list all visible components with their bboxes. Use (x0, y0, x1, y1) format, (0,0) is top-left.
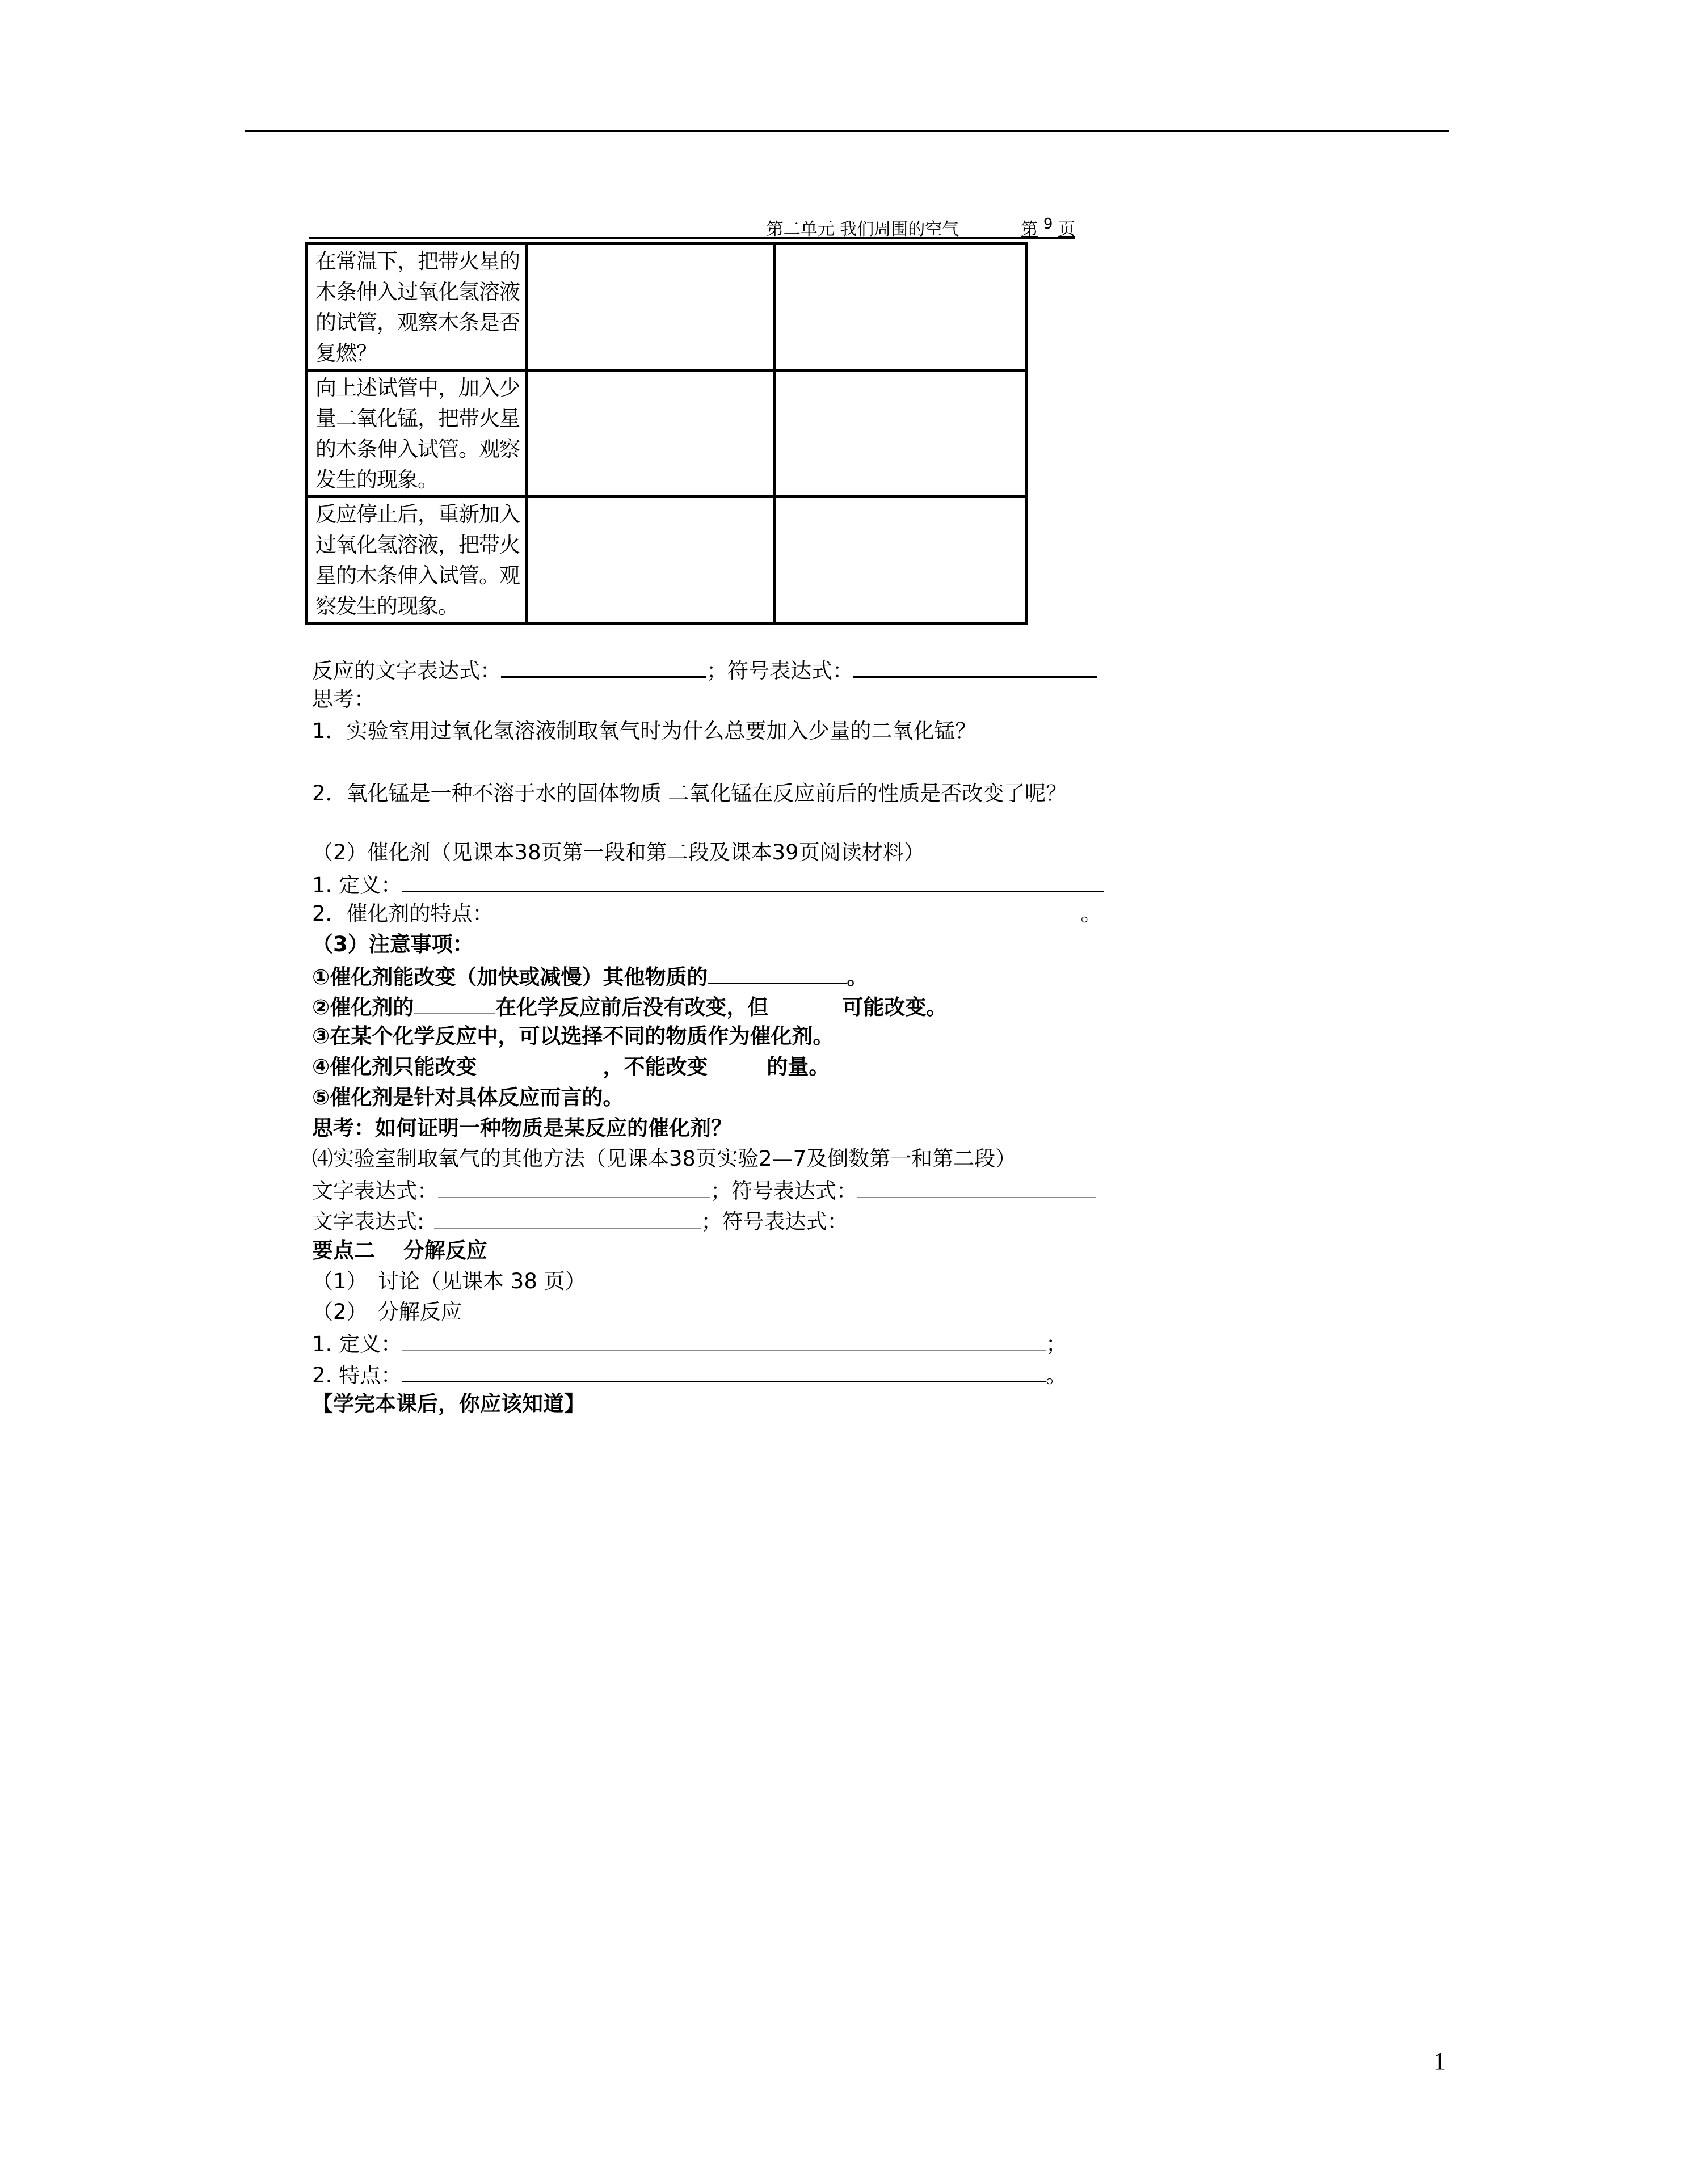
word-expression-1-blank[interactable] (438, 1174, 710, 1198)
think-question-2: 2．氧化锰是一种不溶于水的固体物质 二氧化锰在反应前后的性质是否改变了呢？ (312, 781, 1067, 806)
note-2 (312, 990, 947, 1023)
page-suffix: 页 (1058, 220, 1075, 239)
symbol-expression-1-blank[interactable] (857, 1174, 1096, 1198)
think-label: 思考： (312, 687, 375, 711)
step-cell: 向上述试管中，加入少量二氧化锰，把带火星的木条伸入试管。观察发生的现象。 (306, 370, 527, 497)
word-expression-2-blank[interactable] (434, 1205, 701, 1229)
decomposition-definition-line (312, 1327, 1067, 1360)
phenomenon-cell (527, 244, 774, 370)
decomposition-feature-label: 2. 特点： (312, 1363, 402, 1388)
note-5: ⑤催化剂是针对具体反应而言的。 (312, 1085, 624, 1110)
symbol-expression-2-label: ；符号表达式： (701, 1209, 848, 1234)
after-class-heading: 【学完本课后，你应该知道】 (312, 1392, 585, 1416)
word-expression-blank[interactable] (501, 653, 706, 678)
catalyst-feature-line (312, 899, 1102, 929)
phenomenon-cell (527, 497, 774, 623)
word-expression-1-label: 文字表达式： (312, 1179, 438, 1203)
note-4-text-b: ，不能改变 (603, 1055, 708, 1079)
word-expression-label: 反应的文字表达式： (312, 659, 501, 683)
catalyst-heading: （2）催化剂（见课本38页第一段和第二段及课本39页阅读材料） (312, 840, 925, 865)
phenomenon-cell (527, 370, 774, 497)
note-2-text-a: ②催化剂的 (312, 995, 414, 1019)
catalyst-feature-label: 2．催化剂的特点： (312, 901, 494, 926)
note-1-end: 。 (847, 965, 868, 989)
catalyst-feature-end: 。 (1080, 901, 1102, 926)
note-4-text-c: 的量。 (767, 1055, 830, 1079)
step-cell: 反应停止后，重新加入过氧化氢溶液，把带火星的木条伸入试管。观察发生的现象。 (306, 497, 527, 623)
page-prefix: 第 (1021, 220, 1038, 239)
explanation-cell (774, 244, 1027, 370)
note-2-text-b: 在化学反应前后没有改变，但 (495, 995, 769, 1019)
table-row (306, 497, 1027, 623)
note-2-text-c: 可能改变。 (842, 995, 948, 1019)
think-question-1: 1．实验室用过氧化氢溶液制取氧气时为什么总要加入少量的二氧化锰？ (312, 719, 976, 743)
catalyst-definition-blank[interactable] (402, 868, 1104, 892)
catalyst-definition-label: 1. 定义： (312, 873, 402, 897)
note-4 (312, 1052, 830, 1082)
point-2-item-2: （2） 分解反应 (312, 1300, 462, 1324)
catalyst-definition-line (312, 868, 1104, 901)
page-label-number: 9 (1043, 216, 1053, 233)
experiment-table (305, 242, 1028, 625)
point-2-item-1: （1） 讨论（见课本 38 页） (312, 1269, 586, 1293)
decomposition-definition-label: 1. 定义： (312, 1332, 402, 1356)
top-rule (245, 130, 1449, 132)
expression-line-1 (312, 1174, 1096, 1207)
page-number: 1 (1433, 2047, 1446, 2075)
header-text (767, 211, 1075, 243)
note-1-text: ①催化剂能改变（加快或减慢）其他物质的 (312, 965, 708, 989)
table-row (306, 370, 1027, 497)
page-header (309, 211, 1075, 239)
expression-line (312, 653, 1097, 686)
explanation-cell (774, 497, 1027, 623)
step-cell: 在常温下，把带火星的木条伸入过氧化氢溶液的试管，观察木条是否复燃？ (306, 244, 527, 370)
note-4-text-a: ④催化剂只能改变 (312, 1055, 477, 1079)
expression-line-2 (312, 1205, 848, 1237)
other-methods-heading: ⑷实验室制取氧气的其他方法（见课本38页实验2—7及倒数第一和第二段） (312, 1146, 1017, 1171)
point-2-title: 要点二 分解反应 (312, 1238, 487, 1263)
decomposition-feature-end: 。 (1046, 1363, 1067, 1388)
notes-heading: （3）注意事项： (312, 932, 474, 956)
symbol-expression-blank[interactable] (853, 653, 1097, 678)
word-expression-2-label: 文字表达式: (312, 1209, 424, 1234)
explanation-cell (774, 370, 1027, 497)
decomposition-definition-end: ； (1046, 1332, 1067, 1356)
decomposition-feature-blank[interactable] (402, 1358, 1046, 1382)
note-1-blank[interactable] (708, 960, 847, 984)
table-row (306, 244, 1027, 370)
note-3: ③在某个化学反应中，可以选择不同的物质作为催化剂。 (312, 1024, 834, 1048)
think-2: 思考：如何证明一种物质是某反应的催化剂？ (312, 1116, 732, 1140)
note-2-blank-a[interactable] (414, 990, 495, 1014)
decomposition-definition-blank[interactable] (402, 1327, 1046, 1351)
decomposition-feature-line (312, 1358, 1067, 1391)
symbol-expression-label: ；符号表达式： (706, 659, 853, 683)
symbol-expression-1-label: ；符号表达式： (710, 1179, 857, 1203)
note-1 (312, 960, 868, 993)
unit-title: 第二单元 我们周围的空气 (766, 220, 959, 239)
